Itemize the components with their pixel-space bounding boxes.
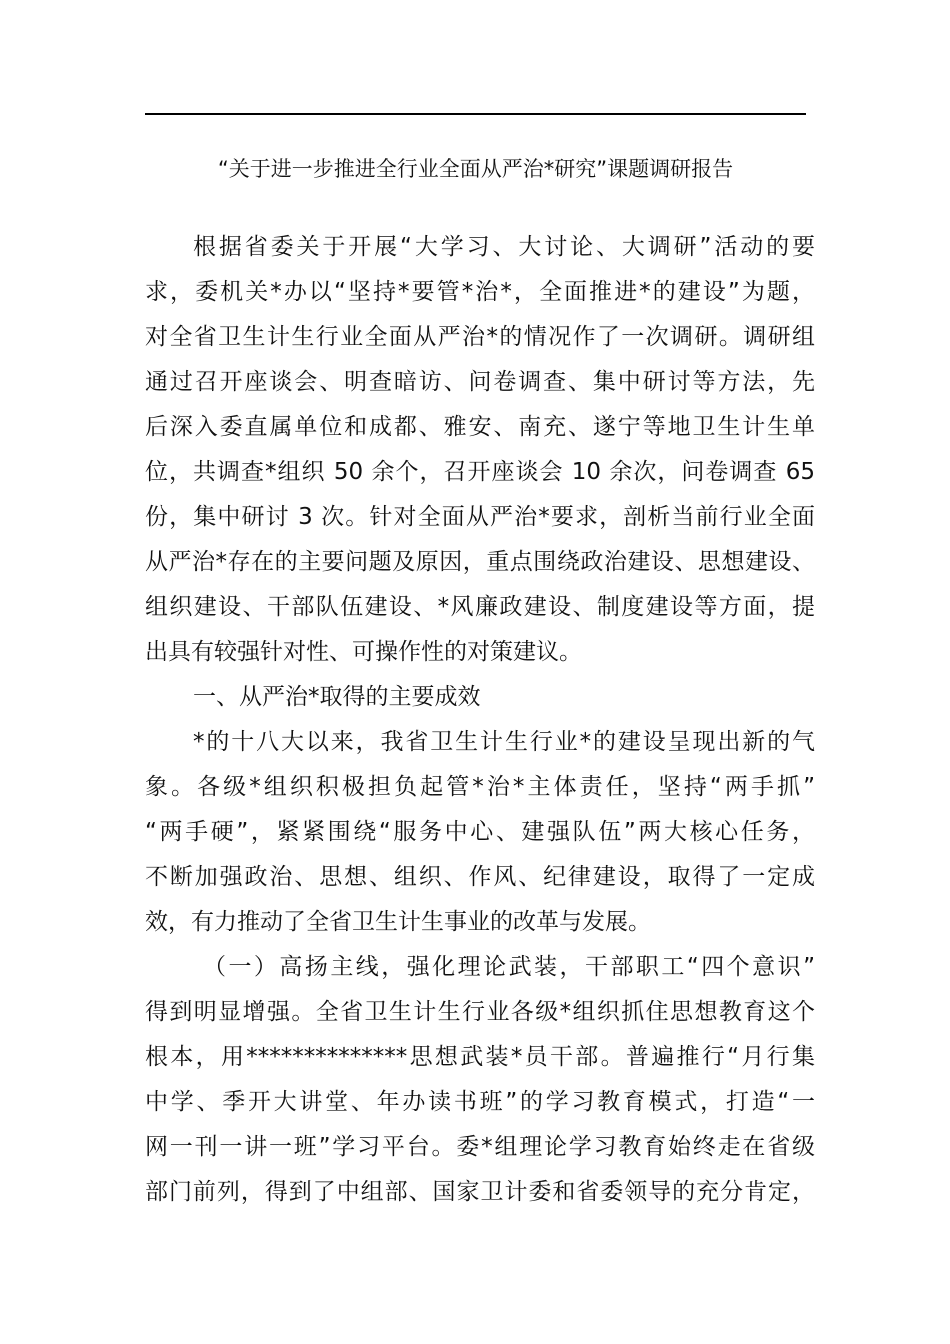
paragraph-2-line-1: *的十八大以来，我省卫生计生行业*的建设呈现出新的气 xyxy=(193,729,815,755)
paragraph-2-line-2: 象。各级*组织积极担负起管*治*主体责任，坚持“两手抓” xyxy=(145,774,815,800)
paragraph-3-line-2: 得到明显增强。全省卫生计生行业各级*组织抓住思想教育这个 xyxy=(145,999,815,1025)
paragraph-1-line-7: 份，集中研讨 3 次。针对全面从严治*要求，剖析当前行业全面 xyxy=(145,504,815,530)
paragraph-1-line-10: 出具有较强针对性、可操作性的对策建议。 xyxy=(145,639,582,665)
paragraph-3-line-6: 部门前列，得到了中组部、国家卫计委和省委领导的充分肯定， xyxy=(145,1179,815,1205)
paragraph-3-line-5: 网一刊一讲一班”学习平台。委*组理论学习教育始终走在省级 xyxy=(145,1134,815,1160)
paragraph-3-line-1: （一）高扬主线，强化理论武装，干部职工“四个意识” xyxy=(203,954,815,980)
section-heading-1: 一、从严治*取得的主要成效 xyxy=(193,684,481,710)
paragraph-2-line-5: 效，有力推动了全省卫生计生事业的改革与发展。 xyxy=(145,909,651,935)
paragraph-1-line-6: 位，共调查*组织 50 余个，召开座谈会 10 余次，问卷调查 65 xyxy=(145,459,815,485)
paragraph-1-line-4: 通过召开座谈会、明查暗访、问卷调查、集中研讨等方法，先 xyxy=(145,369,815,395)
paragraph-2-line-4: 不断加强政治、思想、组织、作风、纪律建设，取得了一定成 xyxy=(145,864,815,890)
header-rule xyxy=(145,113,806,115)
paragraph-1-line-9: 组织建设、干部队伍建设、*风廉政建设、制度建设等方面，提 xyxy=(145,594,815,620)
paragraph-1-line-2: 求，委机关*办以“坚持*要管*治*，全面推进*的建设”为题， xyxy=(145,279,815,305)
paragraph-1-line-5: 后深入委直属单位和成都、雅安、南充、遂宁等地卫生计生单 xyxy=(145,414,815,440)
paragraph-3-line-4: 中学、季开大讲堂、年办读书班”的学习教育模式，打造“一 xyxy=(145,1089,815,1115)
document-title: “关于进一步推进全行业全面从严治*研究”课题调研报告 xyxy=(217,157,734,181)
paragraph-1-line-3: 对全省卫生计生行业全面从严治*的情况作了一次调研。调研组 xyxy=(145,324,815,350)
paragraph-3-line-3: 根本，用**************思想武装*员干部。普遍推行“月行集 xyxy=(145,1044,815,1070)
paragraph-2-line-3: “两手硬”，紧紧围绕“服务中心、建强队伍”两大核心任务， xyxy=(145,819,815,845)
document-body xyxy=(145,225,815,1215)
paragraph-1-line-1: 根据省委关于开展“大学习、大讨论、大调研”活动的要 xyxy=(193,234,815,260)
paragraph-1-line-8: 从严治*存在的主要问题及原因，重点围绕政治建设、思想建设、 xyxy=(145,549,815,575)
